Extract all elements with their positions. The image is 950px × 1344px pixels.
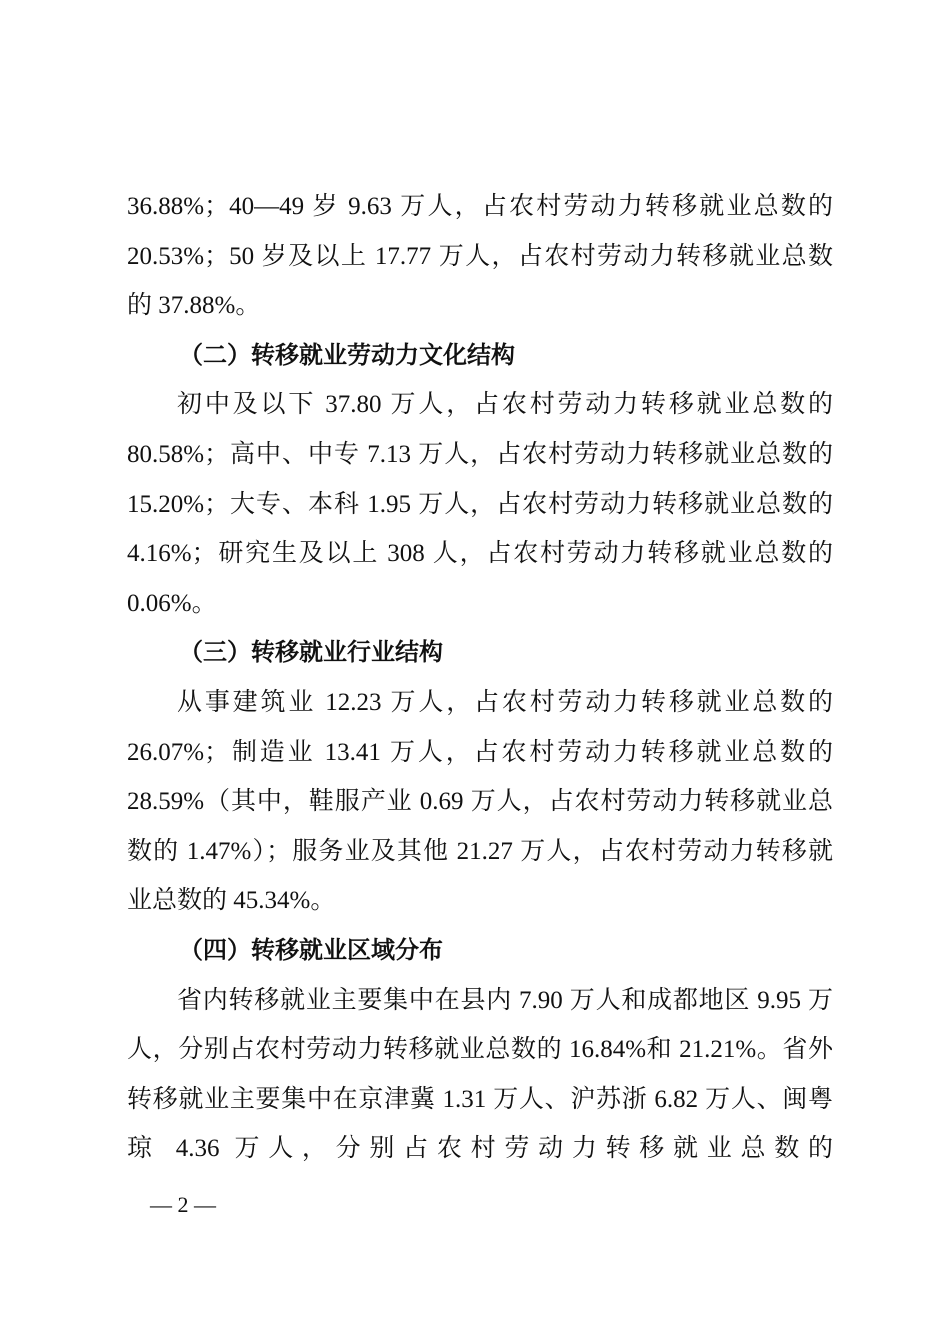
paragraph-line: 28.59%（其中，鞋服产业 0.69 万人，占农村劳动力转移就业总 bbox=[127, 788, 833, 816]
paragraph-line: 琼 4.36 万人，分别占农村劳动力转移就业总数的 bbox=[127, 1135, 833, 1163]
paragraph-line: 20.53%；50 岁及以上 17.77 万人，占农村劳动力转移就业总数 bbox=[127, 242, 833, 270]
paragraph-line: 的 37.88%。 bbox=[127, 292, 261, 320]
paragraph-line: 从事建筑业 12.23 万人，占农村劳动力转移就业总数的 bbox=[177, 688, 833, 716]
paragraph-line: 80.58%；高中、中专 7.13 万人，占农村劳动力转移就业总数的 bbox=[127, 440, 833, 468]
section-heading: （二）转移就业劳动力文化结构 bbox=[179, 340, 515, 369]
paragraph-line: 36.88%；40—49 岁 9.63 万人，占农村劳动力转移就业总数的 bbox=[127, 193, 833, 220]
page-number: — 2 — bbox=[150, 1192, 216, 1217]
paragraph-line: 省内转移就业主要集中在县内 7.90 万人和成都地区 9.95 万 bbox=[177, 986, 833, 1014]
paragraph-line: 0.06%。 bbox=[127, 589, 217, 617]
section-heading: （四）转移就业区域分布 bbox=[179, 935, 443, 964]
paragraph-line: 数的 1.47%）；服务业及其他 21.27 万人，占农村劳动力转移就 bbox=[127, 837, 833, 865]
paragraph-line: 26.07%；制造业 13.41 万人，占农村劳动力转移就业总数的 bbox=[127, 738, 833, 766]
section-heading: （三）转移就业行业结构 bbox=[179, 638, 443, 667]
paragraph-line: 4.16%；研究生及以上 308 人，占农村劳动力转移就业总数的 bbox=[127, 540, 833, 568]
paragraph-line: 人，分别占农村劳动力转移就业总数的 16.84%和 21.21%。省外 bbox=[127, 1036, 833, 1064]
paragraph-line: 业总数的 45.34%。 bbox=[127, 887, 336, 915]
paragraph-line: 初中及以下 37.80 万人，占农村劳动力转移就业总数的 bbox=[177, 391, 833, 419]
paragraph-line: 15.20%；大专、本科 1.95 万人，占农村劳动力转移就业总数的 bbox=[127, 490, 833, 518]
document-body bbox=[127, 182, 833, 1174]
paragraph-line: 转移就业主要集中在京津冀 1.31 万人、沪苏浙 6.82 万人、闽粤 bbox=[127, 1085, 833, 1113]
